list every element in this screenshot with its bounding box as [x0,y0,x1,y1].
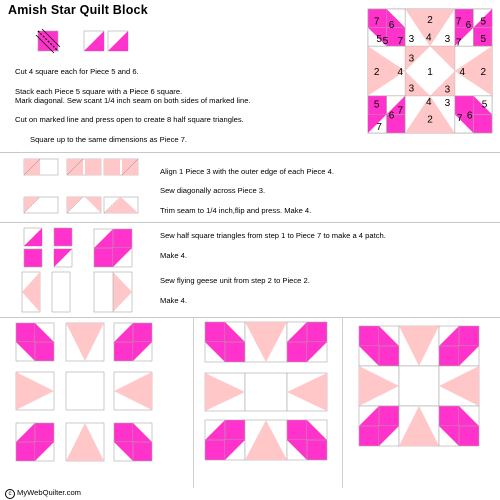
footer [5,488,81,499]
piece-number: 4 [425,32,432,44]
half-square-triangle [307,420,327,440]
half-square-triangle [225,322,245,342]
piece-number: 3 [408,53,415,65]
half-square-triangle [133,342,152,361]
piece4-rect [24,159,58,175]
step1-line-3: Mark diagonal. Sew scant 1/4 inch seam on both sides of marked line. [15,96,251,105]
piece-number: 2 [373,67,380,79]
half-square-triangle [84,31,104,51]
piece-number: 7 [397,36,404,48]
geese-unit [22,272,40,312]
half-square-triangle [439,426,459,446]
half-square-triangle [225,440,245,460]
half-square-triangle [16,423,35,442]
step3-line-2: Make 4. [160,251,188,260]
step2-line-2: Sew diagonally across Piece 3. [160,186,266,195]
half-square-triangle [359,346,379,366]
piece-number: 7 [373,16,380,28]
half-square-triangle [379,326,399,346]
geese-joined [94,272,132,312]
half-square-triangle [108,31,128,51]
row-four-patch [287,420,327,460]
half-square-triangle [114,323,133,342]
piece-number: 6 [465,20,472,32]
piece-number: 4 [459,67,466,79]
final-four-patch [439,406,479,446]
piece-number: 2 [427,15,433,27]
step3-line-3: Sew flying geese unit from step 2 to Piece 2. [160,276,310,285]
half-square-triangle [439,326,459,346]
row-geese [287,373,327,411]
assembly-geese [16,372,54,410]
piece-number: 3 [444,84,451,96]
piece-number: 2 [480,67,487,79]
step1-line-5: Square up to the same dimensions as Piece 7. [30,135,188,144]
piece-number: 4 [397,67,404,79]
piece-number: 6 [466,110,473,122]
half-square-triangle [113,248,132,267]
half-square-triangle [359,406,379,426]
step1-line-2: Stack each Piece 5 square with a Piece 6 square. [15,87,183,96]
piece-number: 3 [444,33,451,45]
piece4-trimmed [24,197,58,213]
piece-number: 3 [408,83,415,95]
half-square-triangle [205,342,225,362]
half-square-triangle [54,249,72,267]
step1-line-1: Cut 4 square each for Piece 5 and 6. [15,67,139,76]
assembly-four-patch [114,323,152,361]
step3-line-4: Make 4. [160,296,188,305]
half-square-triangle [287,440,307,460]
piece-number: 5 [382,36,389,48]
half-square-triangle [94,229,113,248]
row-four-patch [287,322,327,362]
half-square-triangle [459,346,479,366]
assembly-geese [66,423,104,461]
piece4-trimmed [104,197,138,213]
final-geese [399,406,439,446]
half-square-triangle [114,442,133,461]
row-geese [205,373,245,411]
four-patch-sewn [94,229,132,267]
step1-line-4: Cut on marked line and press open to create 8 half square triangles. [15,115,244,124]
site-credit: MyWebQuilter.com [17,488,82,497]
finished-block [368,9,492,133]
step2-line-1: Align 1 Piece 3 with the outer edge of each Piece 4. [160,167,334,176]
half-square-triangle [459,406,479,426]
piece-number: 2 [427,114,433,126]
piece-number: 5 [376,33,382,45]
piece4-trimmed [67,197,101,213]
half-square-triangle [133,423,152,442]
assembly-four-patch [114,423,152,461]
piece-number: 5 [480,33,487,45]
piece-number: 4 [425,97,432,108]
copyright-icon: c [5,489,15,499]
piece-number: 7 [456,113,463,125]
half-square-triangle [24,228,42,246]
final-four-patch [439,326,479,366]
step2-units [24,159,138,213]
row-four-patch [205,322,245,362]
assembly-geese [114,372,152,410]
piece-number: 5 [373,99,380,111]
piece-number: 7 [397,105,404,117]
half-square-triangle [35,442,54,461]
stacked-marked-square [36,29,60,53]
piece-number: 6 [388,20,395,32]
piece-number: 7 [455,37,462,49]
assembly-four-patch [16,423,54,461]
step1-squares [36,29,128,53]
piece-number: 6 [388,110,395,122]
final-geese [359,366,399,406]
piece-number: 3 [444,98,451,110]
piece-number: 5 [480,16,487,28]
final-four-patch [359,326,399,366]
step3-line-1: Sew half square triangles from step 1 to Piece 7 to make a 4 patch. [160,231,386,240]
row-four-patch [205,420,245,460]
half-square-triangle [205,420,225,440]
step2-line-3: Trim seam to 1/4 inch,flip and press. Make 4. [160,206,312,215]
half-square-triangle [287,322,307,342]
row-geese [245,322,287,362]
final-four-patch [359,406,399,446]
piece4-rect [104,159,138,175]
four-patch-pieces [24,228,72,267]
final-geese [439,366,479,406]
piece-number: 5 [481,99,488,111]
half-square-triangle [307,342,327,362]
piece4-rect [67,159,101,175]
piece-number: 7 [376,121,382,133]
half-square-triangle [379,426,399,446]
assembly-four-patch [16,323,54,361]
half-square-triangle [35,323,54,342]
piece-number: 1 [427,67,433,79]
step3-units [22,228,132,312]
assembly-geese [66,323,104,361]
piece-number: 7 [455,16,462,28]
page-title: Amish Star Quilt Block [8,3,148,17]
final-geese [399,326,439,366]
assembly-diagrams [16,322,479,461]
half-square-triangle [16,342,35,361]
row-geese [245,420,287,460]
piece-number: 3 [408,33,415,45]
